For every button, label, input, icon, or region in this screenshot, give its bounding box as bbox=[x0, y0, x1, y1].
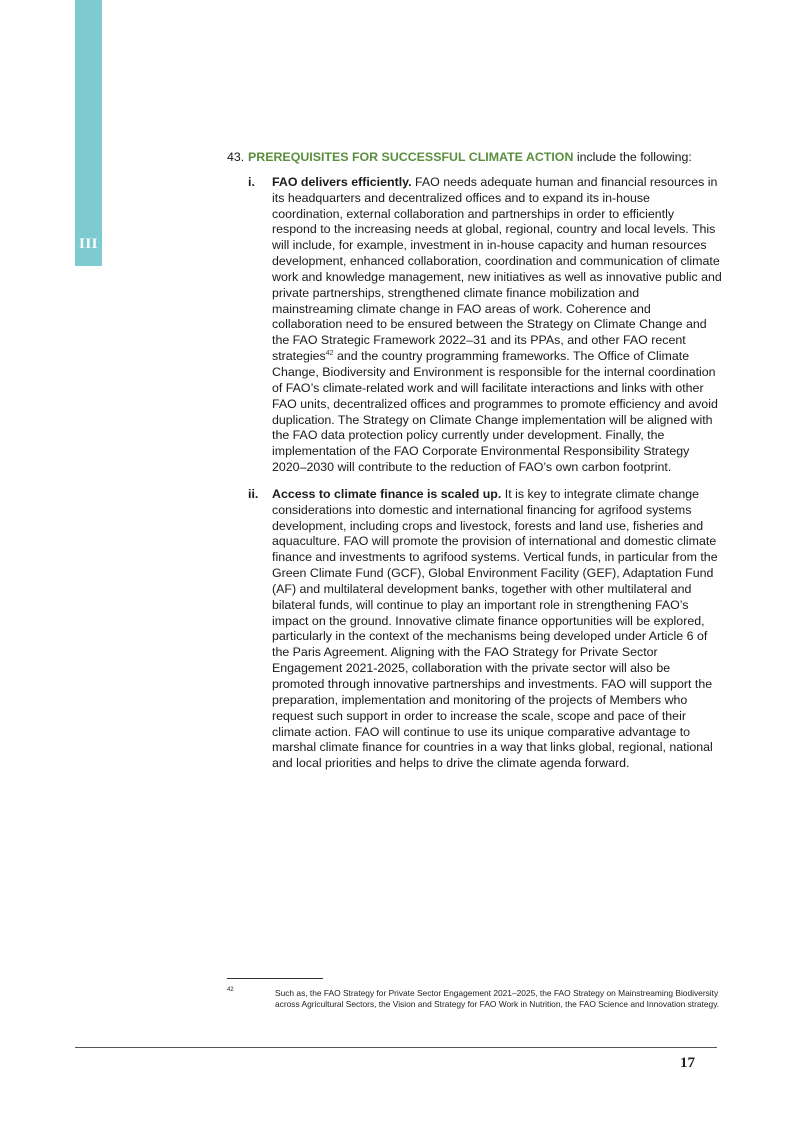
paragraph-heading bbox=[227, 150, 722, 166]
chapter-tab bbox=[75, 0, 102, 266]
chapter-number: III bbox=[78, 236, 98, 252]
footnote-divider bbox=[227, 978, 323, 979]
footnote-reference[interactable]: 42 bbox=[325, 350, 334, 357]
footnote bbox=[227, 988, 722, 1011]
footnote-text: Such as, the FAO Strategy for Private Sector Engagement 2021–2025, the FAO Strategy on Mainstreaming Biodiversity across Agricultural Sectors, the Vision and Strategy for FAO Work in Nutrition, the FAO Science and Innovation strategy. bbox=[275, 988, 720, 1010]
page-footer-divider bbox=[75, 1047, 717, 1048]
list-item-body: FAO needs adequate human and financial resources in its headquarters and decentralized offices and to expand its in-house coordination, external collaboration and partnerships in order to efficiently respond to the increasing needs at global, regional, country and local levels. This will include, for example, investment in in-house capacity and human resources development, enhanced collaboration, coordination and communication of climate work and knowledge management, new initiatives as well as innovative public and private partnerships, strengthened climate finance mobilization and mainstreaming climate change in FAO areas of work. Coherence and collaboration need to be ensured between the Strategy on Climate Change and the FAO Strategic Framework 2022–31 and its PPAs, and other FAO recent strategies bbox=[272, 174, 722, 364]
list-item-body: It is key to integrate climate change considerations into domestic and international financing for agrifood systems development, including crops and livestock, forests and land use, fisheries and aquaculture. FAO will promote the provision of international and domestic climate finance and investments to agrifood systems. Vertical funds, in particular from the Green Climate Fund (GCF), Global Environment Facility (GEF), Adaptation Fund (AF) and multilateral development banks, together with other multilateral and bilateral funds, will continue to play an important role in strengthening FAO’s impact on the ground. Innovative climate finance opportunities will be explored, particularly in the context of the mechanisms being developed under Article 6 of the Paris Agreement. Aligning with the FAO Strategy for Private Sector Engagement 2021-2025, collaboration with the private sector will also be promoted through innovative partnerships and investments. FAO will support the preparation, implementation and monitoring of the projects of Members who request such support in order to increase the scale, scope and pace of their climate action. FAO will continue to use its unique comparative advantage to marshal climate finance for countries in a way that links global, regional, national and local priorities and helps to drive the climate agenda forward. bbox=[272, 486, 718, 771]
list-item-marker: ii. bbox=[248, 486, 259, 501]
section-heading: PREREQUISITES FOR SUCCESSFUL CLIMATE ACTION bbox=[248, 150, 574, 164]
list-item-marker: i. bbox=[248, 174, 255, 189]
heading-intro: include the following: bbox=[573, 150, 692, 164]
list-item-text bbox=[272, 175, 722, 476]
footnote-number: 42 bbox=[227, 987, 234, 993]
main-content bbox=[227, 150, 722, 783]
paragraph-number: 43. bbox=[227, 150, 245, 164]
list-item-lead: Access to climate finance is scaled up. bbox=[272, 486, 502, 501]
list-item bbox=[227, 175, 722, 476]
list-item-text bbox=[272, 487, 722, 772]
page-number: 17 bbox=[680, 1055, 695, 1071]
list-item-lead: FAO delivers efficiently. bbox=[272, 174, 412, 189]
list-item-body-continued: and the country programming frameworks. The Office of Climate Change, Biodiversity and Environment is responsible for the internal coordination of FAO’s climate-related work and will facilitate interactions and links with other FAO units, decentralized offices and programmes to promote efficiency and avoid duplication. The Strategy on Climate Change implementation will be aligned with the FAO data protection policy currently under development. Finally, the implementation of the FAO Corporate Environmental Responsibility Strategy 2020–2030 will contribute to the reduction of FAO’s own carbon footprint. bbox=[272, 349, 718, 475]
list-item bbox=[227, 487, 722, 772]
